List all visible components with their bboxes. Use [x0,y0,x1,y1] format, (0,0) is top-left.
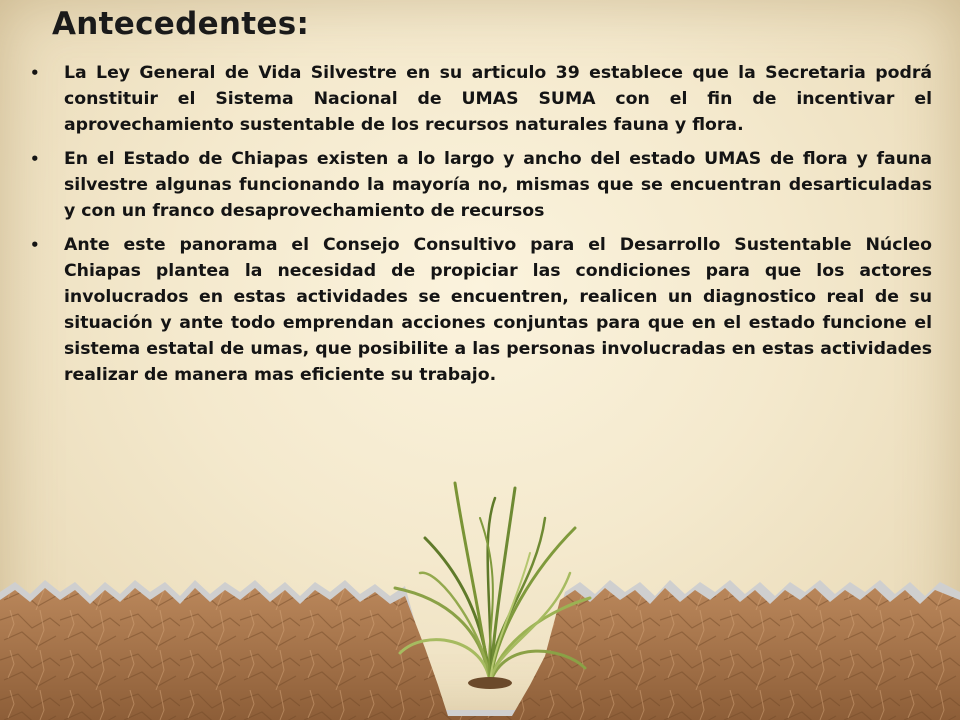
bullet-text: La Ley General de Vida Silvestre en su articulo 39 establece que la Secretaria podrá constituir el Sistema Nacional de UMAS SUMA con el fin de incentivar el aprovechamiento sustentable de los recursos naturales fauna y flora. [64,63,932,135]
grass-plant-illustration [385,478,595,693]
slide-title: Antecedentes: [52,6,310,42]
bullet-dot: • [30,64,40,82]
bullet-dot: • [30,236,40,254]
bullet-item [26,60,932,138]
bullet-list [26,60,932,396]
bullet-dot: • [30,150,40,168]
bullet-item [26,232,932,388]
bullet-text: En el Estado de Chiapas existen a lo largo y ancho del estado UMAS de flora y fauna silvestre algunas funcionando la mayoría no, mismas que se encuentran desarticuladas y con un franco desaprovechamiento de recursos [64,149,932,221]
bullet-item [26,146,932,224]
bullet-text: Ante este panorama el Consejo Consultivo para el Desarrollo Sustentable Núcleo Chiapas plantea la necesidad de propiciar las condiciones para que los actores involucrados en estas actividades se encuentren, realicen un diagnostico real de su situación y ante todo emprendan acciones conjuntas para que en el estado funcione el sistema estatal de umas, que posibilite a las personas involucradas en estas actividades realizar de manera mas eficiente su trabajo. [64,235,932,385]
